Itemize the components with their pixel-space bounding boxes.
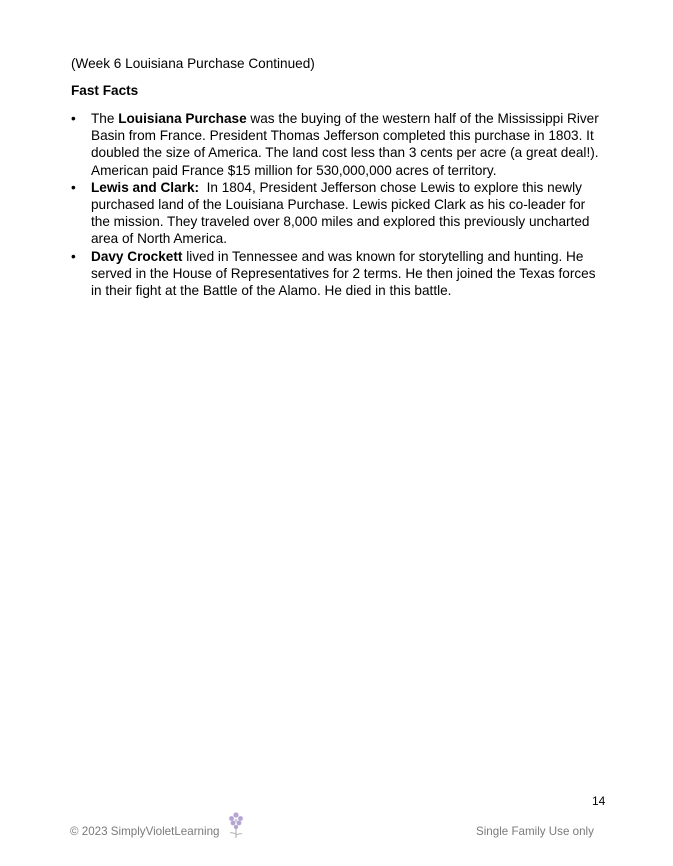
fact-line [91,179,611,196]
fact-line: area of North America. [91,231,227,247]
fact-line: purchased land of the Louisiana Purchase. Lewis picked Clark as his co-leader for [91,197,586,213]
copyright-notice: © 2023 SimplyVioletLearning [70,825,220,838]
fact-text: In 1804, President Jefferson chose Lewis to explore this newly [199,179,582,195]
fact-item-louisiana-purchase [71,110,611,179]
fact-text: lived in Tennessee and was known for storytelling and hunting. He [182,248,584,264]
fact-term: Louisiana Purchase [118,111,247,126]
fact-line: Basin from France. President Thomas Jefferson completed this purchase in 1803. It [91,128,594,144]
fact-line: the mission. They traveled over 8,000 miles and explored this previously uncharted [91,214,590,230]
bullet-icon: • [71,111,76,126]
fact-text: was the buying of the western half of the Mississippi River [246,111,599,126]
fact-item-davy-crockett [71,248,611,300]
bullet-icon: • [71,248,76,264]
fact-text: The [91,111,119,126]
page-header: (Week 6 Louisiana Purchase Continued) [71,56,315,71]
fact-line: in their fight at the Battle of the Alamo. He died in this battle. [91,283,452,299]
page-number: 14 [592,794,606,808]
fact-term: Davy Crockett [91,248,183,264]
fact-line: American paid France $15 million for 530,000,000 acres of territory. [91,162,497,178]
section-heading: Fast Facts [71,83,139,98]
fast-facts-list [71,110,611,299]
fact-item-lewis-and-clark [71,179,611,248]
fact-line: doubled the size of America. The land cost less than 3 cents per acre (a great deal!). [91,145,599,161]
fact-term: Lewis and Clark: [91,179,200,195]
fact-line: served in the House of Representatives for 2 terms. He then joined the Texas forces [91,265,596,281]
fact-line [91,248,611,265]
bullet-icon: • [71,179,76,195]
fact-line [91,110,611,127]
violet-flower-logo-icon [224,810,248,840]
usage-notice: Single Family Use only [476,825,594,838]
